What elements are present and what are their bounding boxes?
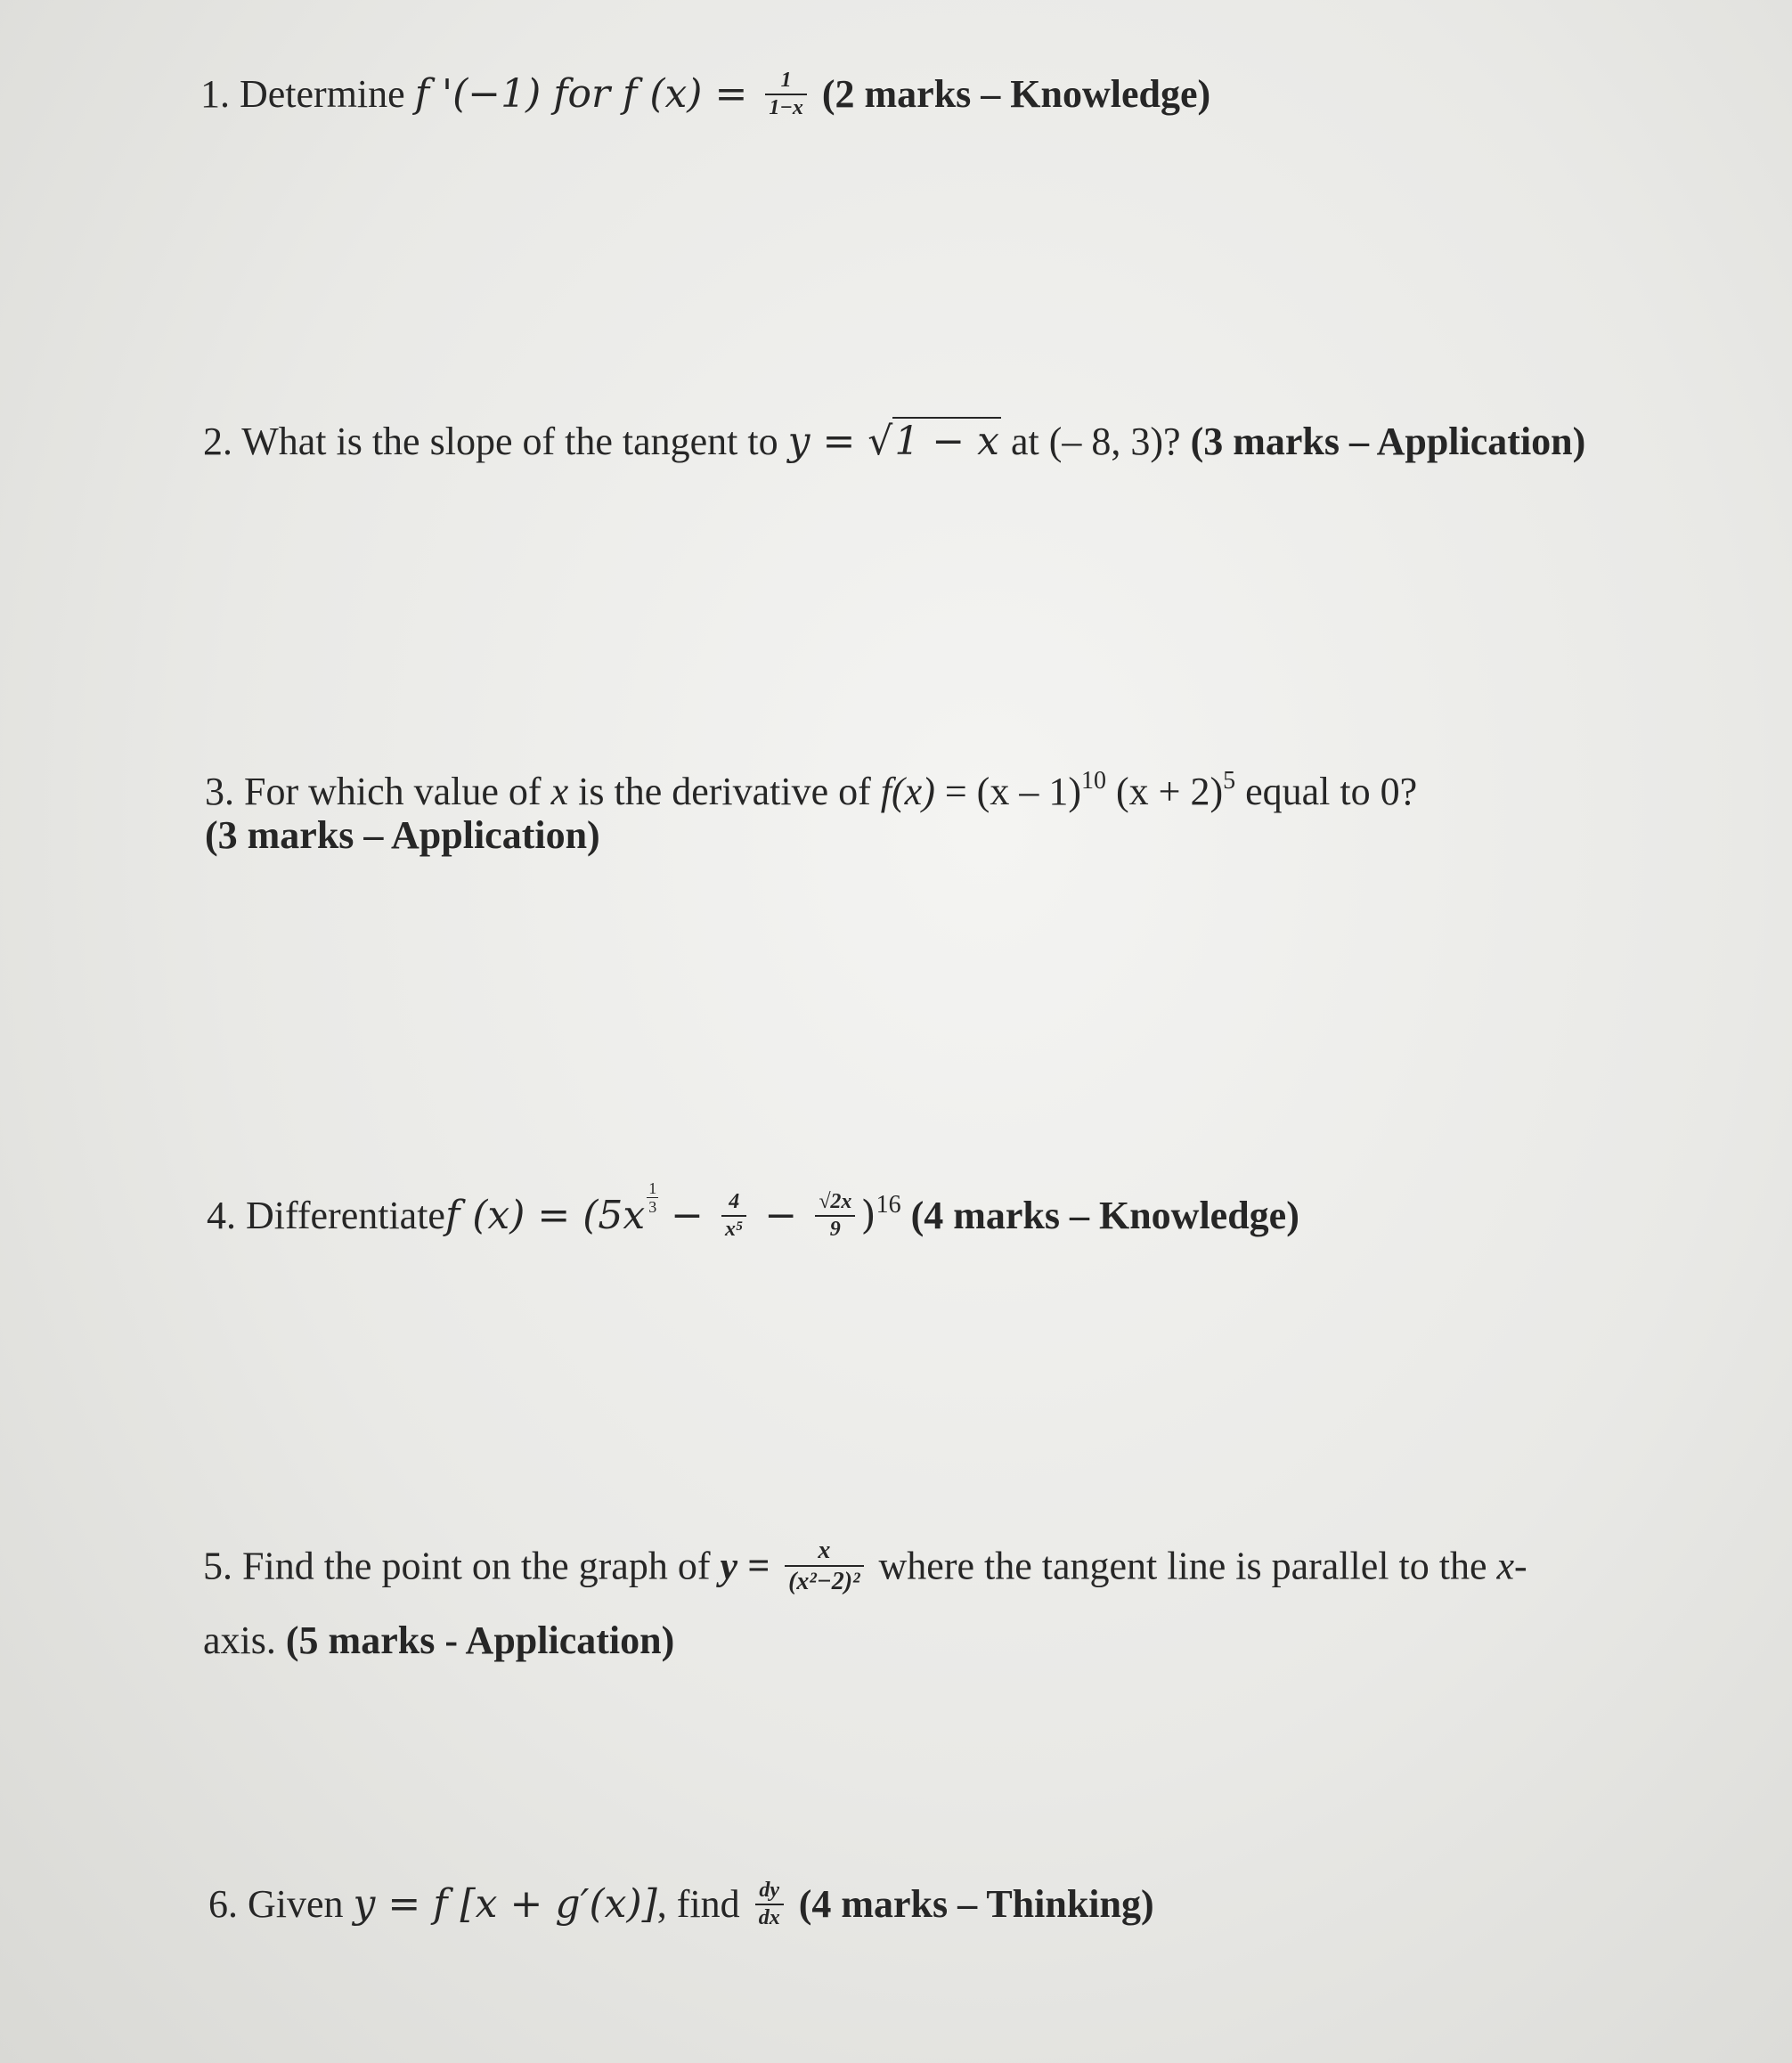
question-5-axis-variable: x [1496,1544,1515,1588]
question-4-close-paren: ) [860,1193,876,1238]
question-4-fraction-1-denominator: x⁵ [725,1217,744,1241]
question-5-fraction-numerator: x [785,1537,863,1567]
question-4-exponent-numerator: 1 [648,1179,657,1197]
question-4-exponent-fraction [647,1180,658,1215]
question-5-fraction-denominator: (x²−2)² [788,1568,860,1596]
question-1-fraction-denominator: 1−x [769,95,803,119]
question-6-fraction-denominator: dx [758,1905,780,1929]
question-3-exponent-1: 10 [1080,767,1106,795]
question-2-point: at (– 8, 3)? [1001,420,1191,463]
question-3-expression: = (x – 1) [934,770,1081,813]
question-2-sqrt-body: 1 − x [894,419,999,464]
question-4 [207,1180,1299,1244]
question-4-fraction-2-numerator: √2x [815,1191,855,1217]
question-4-minus-2: − [752,1193,810,1238]
question-3-suffix: equal to 0? [1235,770,1418,813]
question-5-line-2-text: axis. [203,1619,286,1662]
question-1-fraction [765,69,807,119]
question-2-expression: y = √ [787,419,893,464]
question-2-marks: (3 marks – Application) [1190,420,1586,463]
question-4-fraction-2 [815,1191,855,1241]
question-4-power: 16 [876,1191,901,1219]
question-3-function: f(x) [880,770,935,813]
question-1 [200,68,1211,123]
question-5-prefix: 5. Find the point on the graph of [203,1544,721,1588]
question-6-middle: , find [656,1882,750,1926]
question-6-fraction-numerator: dy [755,1880,784,1905]
question-1-prefix: 1. Determine [200,72,415,116]
question-3-middle: is the derivative of [568,770,881,813]
question-3-expression-2: (x + 2) [1105,770,1224,813]
question-5-expression: y = [720,1544,780,1588]
question-4-marks: (4 marks – Knowledge) [900,1194,1299,1237]
question-2-prefix: 2. What is the slope of the tangent to [203,420,788,463]
question-6-expression: y = f [x + g′(x)] [353,1881,657,1927]
question-4-prefix: 4. Differentiate [207,1194,445,1237]
question-3-exponent-2: 5 [1223,767,1236,795]
question-5-dash: - [1514,1544,1527,1588]
question-6-marks: (4 marks – Thinking) [788,1882,1154,1926]
question-4-expression: f (x) = (5x [444,1193,646,1238]
question-1-expression: f '(−1) for f (x) = [414,71,761,117]
question-6 [208,1878,1154,1933]
question-3-marks: (3 marks – Application) [205,813,600,857]
question-6-fraction [755,1880,784,1929]
question-3-variable: x [550,770,569,813]
question-4-fraction-1 [721,1191,746,1241]
question-1-marks: (2 marks – Knowledge) [811,72,1211,116]
question-1-fraction-numerator: 1 [765,69,807,95]
question-5-line-2 [203,1618,674,1663]
question-4-exponent-denominator: 3 [648,1198,657,1216]
question-3-prefix: 3. For which value of [205,770,551,813]
question-5-fraction [785,1537,863,1595]
question-4-fraction-2-denominator: 9 [829,1217,841,1241]
question-4-minus-1: − [658,1193,717,1238]
question-4-fraction-1-numerator: 4 [721,1191,746,1217]
question-2 [203,419,1585,466]
question-6-prefix: 6. Given [208,1882,354,1926]
question-5-marks: (5 marks - Application) [285,1619,675,1662]
question-3 [205,766,1417,816]
question-5-suffix: where the tangent line is parallel to the [868,1544,1497,1588]
question-5 [203,1537,1527,1599]
